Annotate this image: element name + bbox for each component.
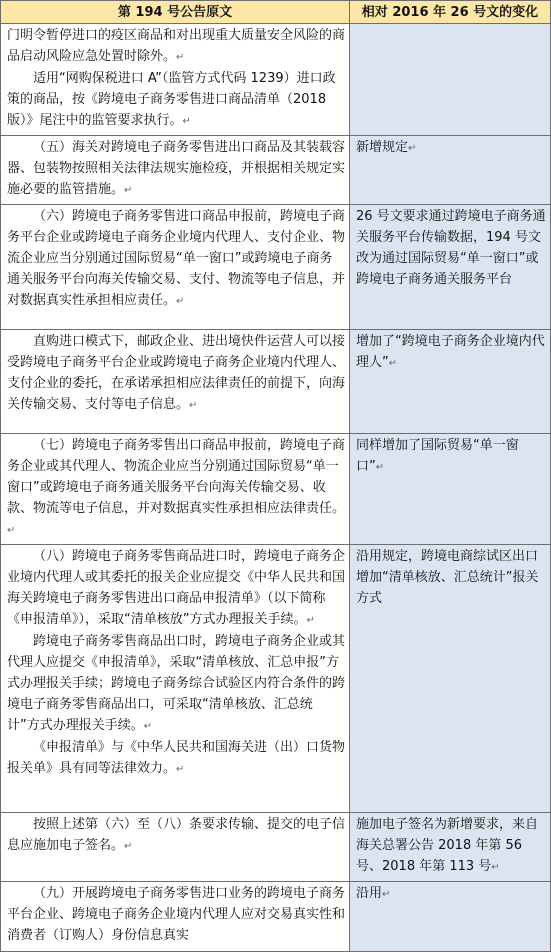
paragraph	[7, 814, 345, 857]
paragraph-text: （九）开展跨境电子商务零售进口业务的跨境电子商务平台企业、跨境电子商务企业境内代理人应对交易真实性和消费者（订购人）身份信息真实	[7, 886, 346, 943]
paragraph	[7, 435, 345, 541]
header-original-text: 第 194 号公告原文	[1, 1, 350, 24]
return-mark: ↵	[124, 185, 133, 196]
change-cell	[350, 136, 551, 205]
change-text: 新增规定	[356, 140, 409, 155]
original-cell	[1, 205, 350, 330]
table-row	[1, 24, 551, 136]
return-mark: ↵	[176, 52, 185, 63]
change-text: 增加了“跨境电子商务企业境内代理人”	[356, 334, 545, 370]
table-row	[1, 434, 551, 545]
return-mark: ↵	[491, 862, 500, 873]
paragraph	[7, 331, 345, 416]
paragraph-text: 《申报清单》与《中华人民共和国海关进（出）口货物报关单》具有同等法律效力。	[7, 740, 346, 776]
return-mark: ↵	[408, 143, 417, 154]
change-text: 同样增加了国际贸易“单一窗口”	[356, 438, 519, 474]
return-mark: ↵	[388, 358, 398, 369]
original-cell	[1, 136, 350, 205]
original-cell	[1, 24, 350, 136]
paragraph-text: 门明令暂停进口的疫区商品和对出现重大质量安全风险的商品启动风险应急处置时除外。	[7, 28, 346, 64]
return-mark: ↵	[176, 296, 185, 307]
change-text: 沿用	[356, 886, 383, 901]
return-mark: ↵	[382, 889, 391, 900]
table-row	[1, 330, 551, 434]
table-row	[1, 813, 551, 882]
change-text: 施加电子签名为新增要求，来自海关总署公告 2018 年第 56 号、2018 年第 113 号	[356, 817, 539, 874]
table-row	[1, 545, 551, 813]
paragraph	[7, 25, 345, 68]
paragraph-text: 直购进口模式下，邮政企业、进出境快件运营人可以接受跨境电子商务平台企业或跨境电子商务企业境内代理人、支付企业的委托，在承诺承担相应法律责任的前提下，向海关传输交易、支付等电子信息。	[7, 334, 346, 412]
paragraph-text: （八）跨境电子商务零售商品进口时，跨境电子商务企业境内代理人或其委托的报关企业应提交《中华人民共和国海关跨境电子商务零售进出口商品申报清单》（以下简称《申报清单》），采取“清单核放”方式办理报关手续。	[7, 549, 346, 627]
return-mark: ↵	[7, 525, 16, 536]
paragraph	[7, 206, 345, 312]
paragraph-text: 按照上述第（六）至（八）条要求传输、提交的电子信息应施加电子签名。	[7, 817, 346, 853]
table-row	[1, 882, 551, 952]
paragraph-text: 跨境电子商务零售商品出口时，跨境电子商务企业或其代理人应提交《申报清单》，采取“清单核放、汇总申报”方式办理报关手续；跨境电子商务综合试验区内符合条件的跨境电子商务零售商品出口，可采取“清单核放、汇总统计”方式办理报关手续。	[7, 634, 346, 733]
paragraph-text: （六）跨境电子商务零售进口商品申报前，跨境电子商务平台企业或跨境电子商务企业境内代理人、支付企业、物流企业应当分别通过国际贸易“单一窗口”或跨境电子商务通关服务平台向海关传输交易、支付、物流等电子信息，并对数据真实性承担相应责任。	[7, 209, 346, 308]
return-mark: ↵	[182, 116, 191, 127]
change-cell	[350, 330, 551, 434]
change-text: 26 号文要求通过跨境电子商务通关服务平台传输数据，194 号文改为通过国际贸易“单一窗口”或跨境电子商务通关服务平台	[356, 209, 546, 287]
return-mark: ↵	[176, 764, 185, 775]
paragraph	[7, 137, 345, 201]
return-mark: ↵	[306, 615, 315, 626]
paragraph	[7, 631, 345, 737]
return-mark: ↵	[124, 841, 133, 852]
paragraph-text: （五）海关对跨境电子商务零售进出口商品及其装载容器、包装物按照相关法律法规实施检疫，并根据相关规定实施必要的监管措施。	[7, 140, 346, 197]
paragraph	[7, 546, 345, 631]
paragraph	[7, 883, 345, 946]
return-mark: ↵	[189, 400, 198, 411]
table-header-row	[1, 1, 551, 24]
return-mark: ↵	[375, 462, 385, 473]
original-cell	[1, 813, 350, 882]
original-cell	[1, 434, 350, 545]
change-cell	[350, 434, 551, 545]
original-cell	[1, 330, 350, 434]
paragraph-text: （七）跨境电子商务零售出口商品申报前，跨境电子商务企业或其代理人、物流企业应当分别通过国际贸易“单一窗口”或跨境电子商务通关服务平台向海关传输交易、收款、物流等电子信息，并对数据真实性承担相应法律责任。	[7, 438, 346, 516]
return-mark: ↵	[143, 721, 153, 732]
table-row	[1, 205, 551, 330]
change-cell	[350, 813, 551, 882]
original-cell	[1, 882, 350, 952]
header-changes: 相对 2016 年 26 号文的变化	[350, 1, 551, 24]
change-cell	[350, 545, 551, 813]
change-cell	[350, 24, 551, 136]
change-cell	[350, 882, 551, 952]
paragraph	[7, 68, 345, 132]
change-cell	[350, 205, 551, 330]
paragraph	[7, 737, 345, 780]
paragraph-text: 适用“网购保税进口 A”（监管方式代码 1239）进口政策的商品，按《跨境电子商务零售进口商品清单（2018 版）》尾注中的监管要求执行。	[7, 71, 336, 128]
original-cell	[1, 545, 350, 813]
table-row	[1, 136, 551, 205]
change-text: 沿用规定，跨境电商综试区出口增加“清单核放、汇总统计”报关方式	[356, 549, 539, 606]
